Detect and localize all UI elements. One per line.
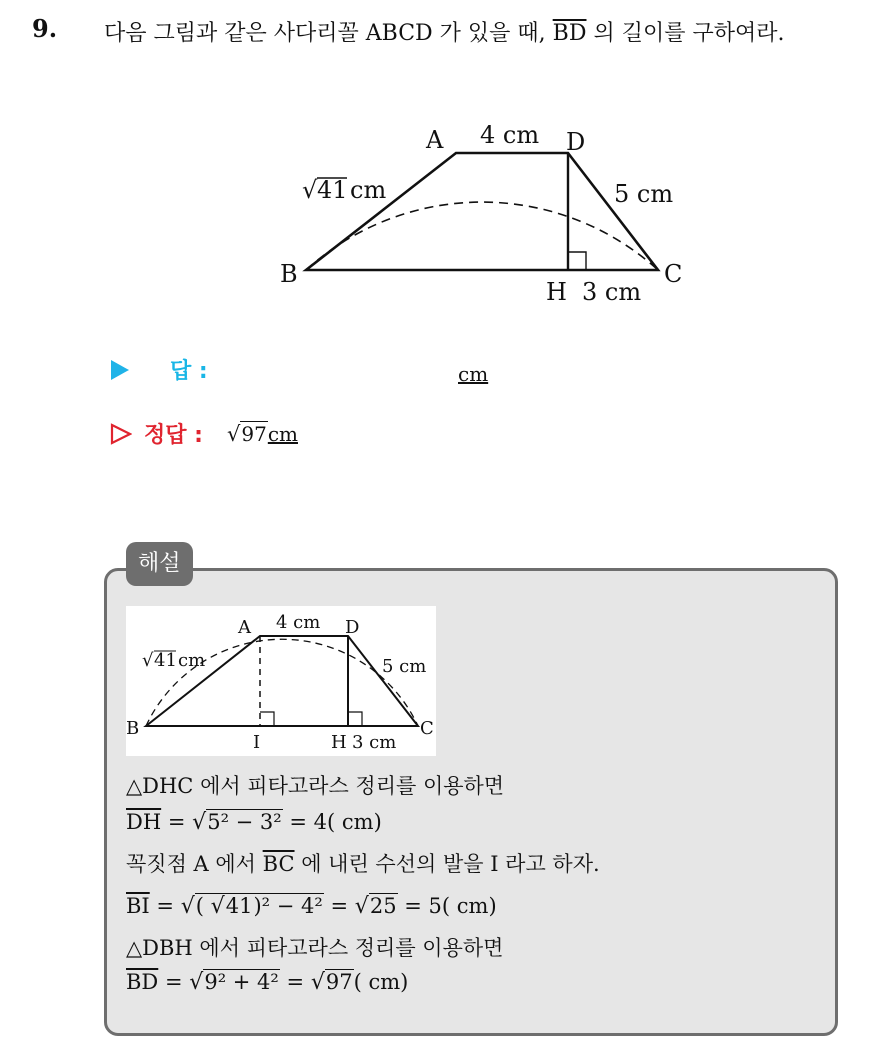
- solution-line-2: $\overline{DH} = √5^2 - 3^2 = 4$( cm): [126, 810, 382, 835]
- question-text-start: 다음 그림과 같은 사다리꼴 ABCD 가 있을 때,: [104, 21, 546, 46]
- trapezoid-figure: [270, 110, 690, 310]
- vertex-h: H: [546, 278, 567, 306]
- vertex-h-small: H: [331, 732, 347, 753]
- vertex-b-small: B: [126, 718, 140, 739]
- label-ab-number: 41: [317, 176, 348, 204]
- vertex-c-small: C: [420, 718, 434, 739]
- label-hc-small: 3 cm: [352, 732, 397, 753]
- label-ab-number-small: 41: [154, 650, 177, 671]
- filled-triangle-icon: [110, 359, 130, 381]
- sqrt-sign-small: √: [142, 650, 154, 671]
- label-ab-unit: cm: [350, 176, 387, 204]
- segment-bd: $\overline{BD}$: [552, 21, 587, 46]
- answer-unit[interactable]: cm: [458, 362, 489, 386]
- question-number: 9.: [32, 14, 58, 43]
- solution-tag: 해설: [126, 542, 193, 586]
- solution-line-4: $\overline{BI}$ = √( √41)² − 4² = √25 = 5( cm): [126, 894, 497, 919]
- correct-answer-value: √97cm: [226, 421, 298, 446]
- vertex-i-small: I: [253, 732, 261, 753]
- vertex-a: A: [426, 126, 444, 154]
- label-ad: 4 cm: [480, 121, 540, 149]
- label-ad-small: 4 cm: [276, 612, 321, 633]
- vertex-c: C: [664, 260, 683, 288]
- answer-label: 답 :: [170, 359, 208, 384]
- vertex-a-small: A: [238, 617, 251, 638]
- trapezoid-outline: [306, 153, 658, 270]
- label-hc: 3 cm: [582, 278, 642, 306]
- label-dc: 5 cm: [614, 180, 674, 208]
- label-dc-small: 5 cm: [382, 656, 427, 677]
- correct-answer-unit: cm: [267, 421, 298, 446]
- dashed-arc: [306, 202, 658, 270]
- correct-answer-label: 정답 :: [144, 423, 203, 448]
- question-text: [104, 12, 874, 56]
- outline-triangle-icon: [110, 423, 132, 445]
- vertex-d: D: [566, 128, 586, 156]
- correct-answer-row: [110, 418, 298, 449]
- sqrt-sign: √: [302, 176, 318, 204]
- label-ab-unit-small: cm: [178, 650, 206, 671]
- solution-line-5: △DBH 에서 피타고라스 정리를 이용하면: [126, 936, 504, 960]
- vertex-d-small: D: [345, 617, 360, 638]
- answer-row: [110, 354, 489, 386]
- solution-line-3: 꼭짓점 A 에서 $\overline{BC}$ 에 내린 수선의 발을 I 라고 하자.: [126, 852, 600, 876]
- solution-line-6: $\overline{BD} = √9^2 + 4^2 = √97$( cm): [126, 970, 409, 995]
- solution-line-1: △DHC 에서 피타고라스 정리를 이용하면: [126, 774, 505, 798]
- solution-figure: [126, 606, 436, 756]
- question-text-end: 의 길이를 구하여라.: [593, 21, 785, 46]
- vertex-b: B: [280, 260, 298, 288]
- right-angle-mark: [568, 252, 586, 270]
